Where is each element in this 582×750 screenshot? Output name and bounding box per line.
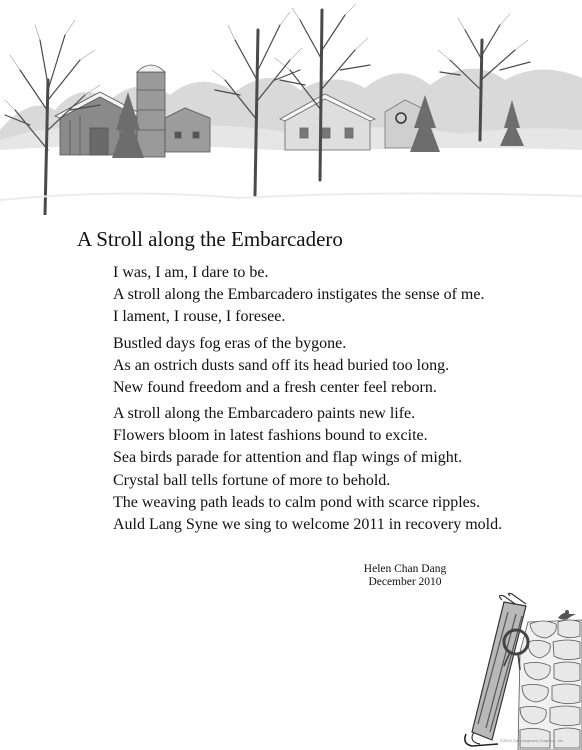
signature	[340, 563, 470, 589]
sled-stone-wall-illustration	[458, 592, 582, 750]
poem-line: Bustled days fog eras of the bygone.	[113, 335, 347, 352]
poem-line: The weaving path leads to calm pond with scarce ripples.	[113, 494, 480, 511]
poem-line: As an ostrich dusts sand off its head buried too long.	[113, 357, 450, 374]
stanza-4	[113, 470, 502, 536]
winter-farm-banner-illustration	[0, 0, 582, 215]
stanza-3	[113, 403, 462, 469]
poem-line: A stroll along the Embarcadero instigates the sense of me.	[113, 286, 485, 303]
signature-date: December 2010	[368, 576, 442, 588]
bird-icon	[558, 610, 576, 620]
stanza-2	[113, 333, 449, 399]
poem-title: A Stroll along the Embarcadero	[77, 227, 343, 251]
poem-line: Crystal ball tells fortune of more to behold.	[113, 472, 391, 489]
poem-line: I was, I am, I dare to be.	[113, 264, 269, 281]
copyright-credit: ©2010 Cartoongrams Graphics, Inc.	[500, 738, 565, 743]
poem-line: Auld Lang Syne we sing to welcome 2011 in recovery mold.	[113, 516, 503, 533]
poem-line: New found freedom and a fresh center feel reborn.	[113, 379, 437, 396]
poem-line: Flowers bloom in latest fashions bound to excite.	[113, 427, 428, 444]
silo	[137, 65, 165, 157]
author-name: Helen Chan Dang	[363, 563, 447, 575]
poem-line: Sea birds parade for attention and flap wings of might.	[113, 449, 463, 466]
poem-line: A stroll along the Embarcadero paints new life.	[113, 405, 416, 422]
stanza-1	[113, 262, 484, 328]
poem-line: I lament, I rouse, I foresee.	[113, 308, 286, 325]
